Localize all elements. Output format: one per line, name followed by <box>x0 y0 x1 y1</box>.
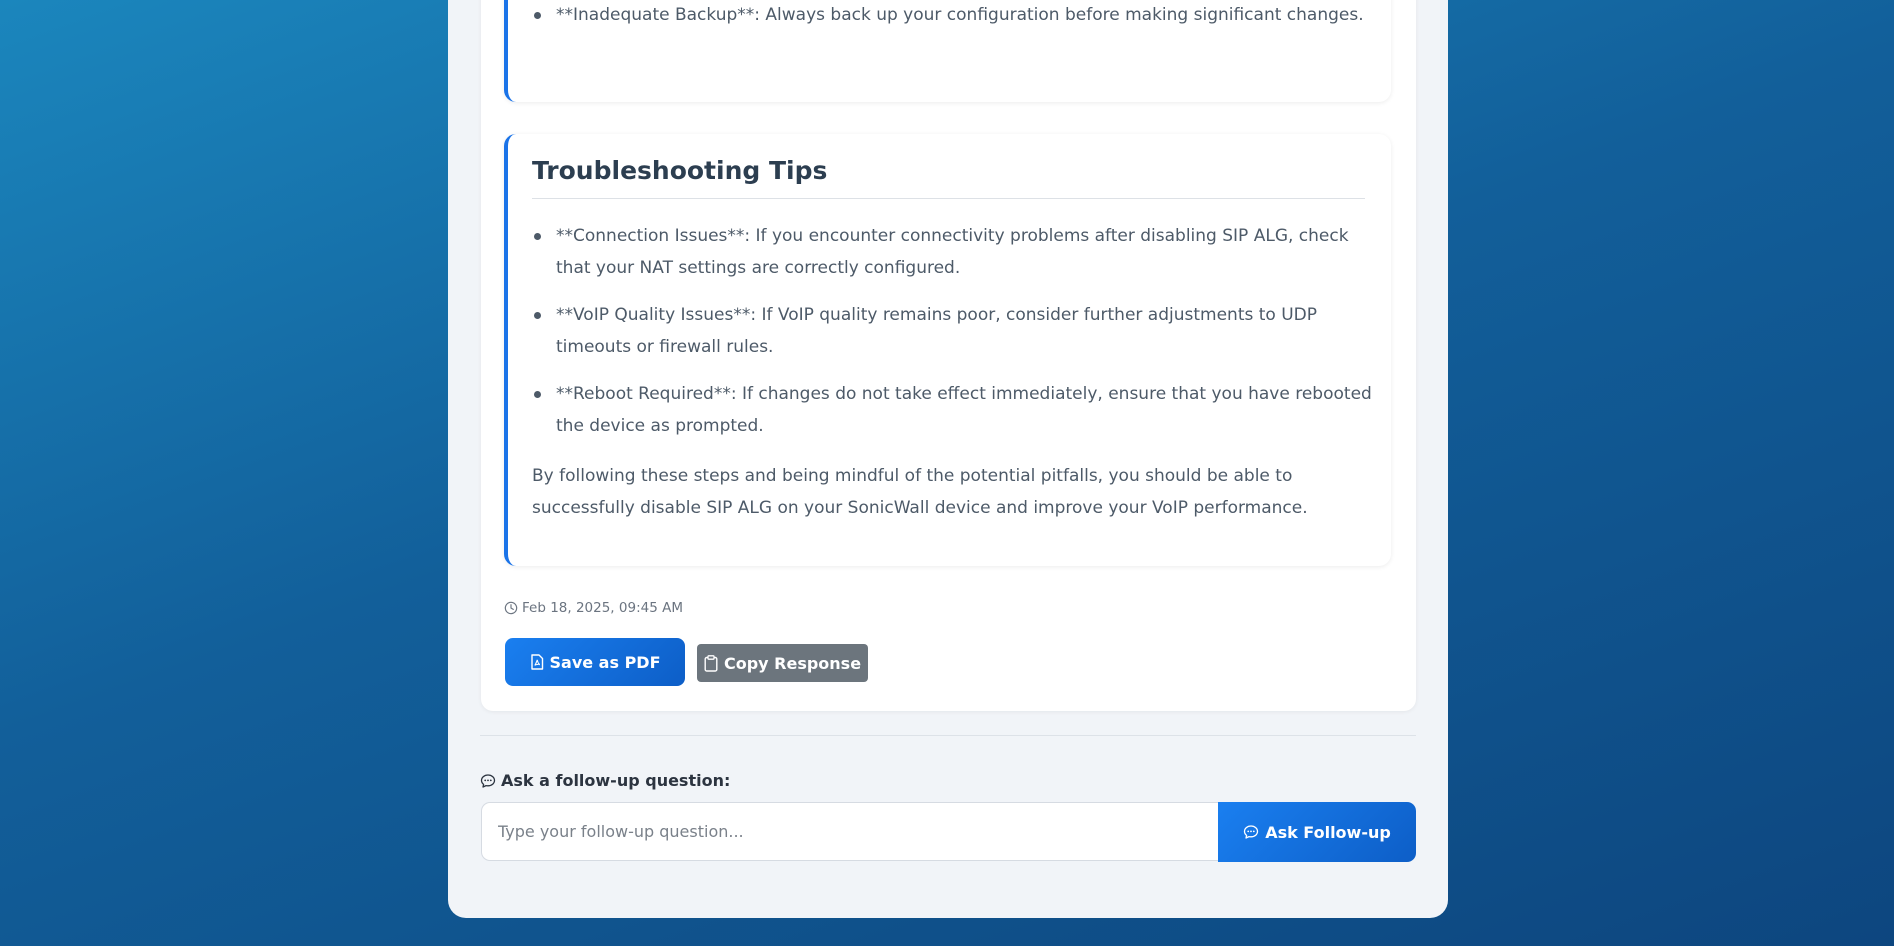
save-pdf-label: Save as PDF <box>549 652 661 672</box>
ask-followup-button[interactable] <box>1218 802 1416 862</box>
list-item-text: **Reboot Required**: If changes do not take effect immediately, ensure that you have rebooted the device as prompted. <box>556 384 1372 436</box>
file-pdf-icon <box>530 654 544 670</box>
list-item-text: **VoIP Quality Issues**: If VoIP quality remains poor, consider further adjustments to UDP timeouts or firewall rules. <box>556 305 1318 357</box>
bullet-dot <box>534 12 541 19</box>
response-timestamp <box>504 600 683 616</box>
followup-label-text: Ask a follow-up question: <box>501 771 731 790</box>
chat-bubble-icon <box>1243 824 1259 840</box>
timestamp-text: Feb 18, 2025, 09:45 AM <box>522 600 683 616</box>
clipboard-icon <box>704 655 718 672</box>
copy-response-button[interactable] <box>697 644 868 682</box>
pitfalls-section <box>504 0 1391 102</box>
bullet-dot <box>534 233 541 240</box>
followup-input[interactable] <box>481 802 1218 861</box>
clock-icon <box>504 601 518 615</box>
divider <box>480 735 1416 736</box>
followup-label <box>480 771 730 790</box>
section-divider <box>532 198 1365 199</box>
section-title: Troubleshooting Tips <box>532 156 828 185</box>
closing-paragraph: By following these steps and being mindful of the potential pitfalls, you should be able to successfully disable SIP ALG on your SonicWall device and improve your VoIP performance. <box>532 466 1308 518</box>
ask-followup-label: Ask Follow-up <box>1265 822 1391 842</box>
bullet-dot <box>534 391 541 398</box>
bullet-dot <box>534 312 541 319</box>
troubleshooting-section <box>504 134 1391 566</box>
list-item <box>532 220 1372 284</box>
list-item-text: **Connection Issues**: If you encounter connectivity problems after disabling SIP ALG, check that your NAT settings are correctly configured. <box>556 226 1349 278</box>
list-item-text: **Inadequate Backup**: Always back up your configuration before making significant changes. <box>556 5 1364 25</box>
list-item <box>532 0 1372 31</box>
chat-bubble-icon <box>480 773 496 789</box>
save-pdf-button[interactable] <box>505 638 685 686</box>
list-item <box>532 299 1372 363</box>
list-item <box>532 378 1372 442</box>
copy-response-label: Copy Response <box>723 653 862 673</box>
